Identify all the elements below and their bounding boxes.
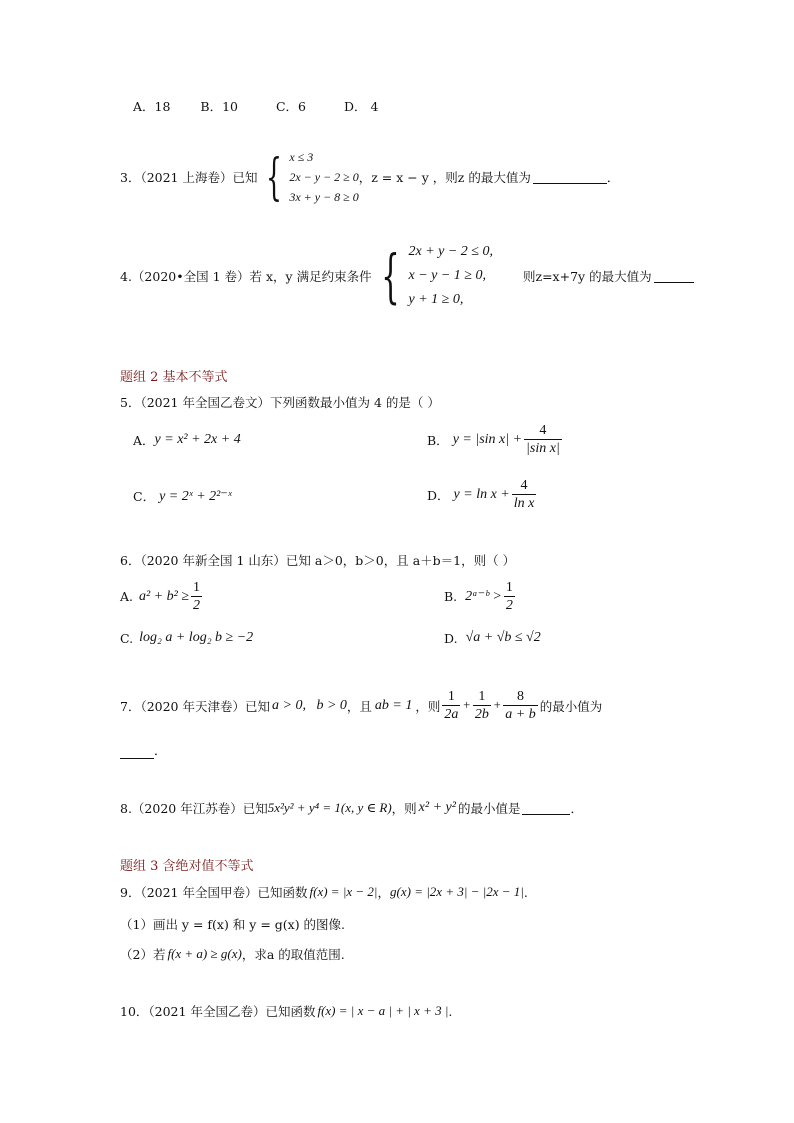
q5-c-expression: y = 2ˣ + 2²⁻ˣ	[159, 488, 232, 504]
option-label: B．	[427, 432, 449, 448]
q9-stem	[120, 883, 528, 901]
q6-a-expression: a² + b² ≥	[139, 588, 190, 604]
q9-g-definition: g(x) = |2x + 3| − |2x − 1|	[390, 884, 524, 899]
q3-end: ．	[606, 170, 620, 185]
q7-end: ．	[154, 743, 167, 758]
question-10	[120, 1002, 452, 1020]
q3-constraint-system	[258, 147, 359, 207]
q6-option-a	[120, 579, 204, 614]
left-brace-icon: {	[265, 148, 282, 206]
plus-sign: +	[492, 698, 502, 712]
section-heading-group-2: 题组 2 基本不等式	[120, 370, 228, 385]
q4-constraint: y + 1 ≥ 0,	[408, 292, 464, 307]
q5-a-expression: y = x² + 2x + 4	[154, 432, 241, 447]
q5-option-b	[427, 422, 564, 457]
q5-b-expression: y = |sin x| +	[452, 431, 523, 447]
q6-d-expression: √a + √b ≤ √2	[465, 630, 541, 645]
question-3	[120, 147, 619, 207]
option-label: A．	[133, 433, 155, 448]
q6-option-b	[444, 579, 517, 614]
q6-a-fraction	[191, 579, 202, 614]
fraction-denominator: 2	[193, 598, 201, 613]
q7-fraction-3	[503, 688, 537, 723]
q8-suffix: 的最小值是	[457, 801, 521, 816]
q7-answer-blank	[120, 746, 154, 759]
q8-prefix: 8.（2020 年江苏卷）已知	[120, 801, 268, 816]
q7-fraction-1	[442, 688, 460, 723]
q7-answer-line	[120, 741, 167, 759]
fraction-denominator: a + b	[505, 707, 536, 722]
q10-end: .	[448, 1003, 453, 1019]
fraction-numerator: 1	[193, 580, 201, 595]
q6-b-expression: 2ᵃ⁻ᵇ >	[465, 589, 502, 604]
q8-mid: ，则	[391, 801, 417, 816]
q4-suffix: 则z=x+7y 的最大值为	[523, 269, 652, 284]
q4-constraint: x − y − 1 ≥ 0,	[408, 268, 486, 283]
fraction-denominator: 2a	[444, 707, 459, 722]
q9-part-1: （1）画出 y = f(x) 和 y = g(x) 的图像.	[120, 917, 346, 932]
fraction-denominator: 2b	[474, 707, 489, 722]
q2-option-b: B．10	[200, 99, 238, 114]
fraction-numerator: 1	[478, 689, 486, 704]
q4-prefix: 4.（2020•全国 1 卷）若 x，y 满足约束条件	[120, 269, 372, 284]
q5-stem: 5．（2021 年全国乙卷文）下列函数最小值为 4 的是（ ）	[120, 395, 440, 410]
q5-option-a	[133, 431, 241, 449]
option-label: C.	[120, 630, 134, 646]
q4-constraint-system	[372, 240, 493, 312]
q8-expression: 5x²y² + y⁴ = 1(x, y ∈ R)	[267, 800, 392, 815]
q6-option-d	[444, 630, 541, 646]
q6-option-c	[120, 630, 253, 646]
q7-suffix: 的最小值为	[539, 698, 603, 714]
q7-prefix: 7．（2020 年天津卷）已知	[120, 698, 270, 714]
q5-option-c	[133, 487, 232, 505]
q4-constraint: 2x + y − 2 ≤ 0,	[408, 244, 493, 259]
question-8	[120, 799, 583, 817]
q3-constraint: x ≤ 3	[289, 150, 314, 164]
q9-part-2-suffix: ，求a 的取值范围.	[241, 947, 345, 962]
q2-options	[133, 97, 378, 115]
q2-option-d: D． 4	[343, 99, 379, 114]
fraction-numerator: 4	[539, 423, 547, 438]
q5-b-fraction	[524, 422, 562, 457]
q3-answer-blank	[533, 171, 607, 184]
q9-f-definition: f(x) = |x − 2|	[309, 884, 378, 899]
fraction-numerator: 4	[520, 478, 528, 493]
left-brace-icon: {	[380, 242, 400, 310]
q7-mid: ，且	[346, 698, 372, 714]
q9-separator: ，	[377, 885, 391, 900]
q10-prefix: 10．（2021 年全国乙卷）已知函数	[120, 1004, 316, 1019]
q2-option-a: A．18	[133, 99, 171, 114]
q7-fraction-2	[473, 688, 491, 723]
fraction-numerator: 1	[447, 689, 455, 704]
fraction-denominator: ln x	[513, 496, 535, 511]
q7-condition: a > 0, b > 0	[272, 697, 347, 713]
q8-end: ．	[570, 801, 583, 816]
q6-b-fraction	[504, 579, 515, 614]
q3-constraint: 2x − y − 2 ≥ 0	[289, 170, 359, 184]
option-label: C．	[133, 489, 156, 504]
q9-prefix: 9．（2021 年全国甲卷）已知函数	[120, 885, 308, 900]
q9-end: .	[523, 884, 528, 900]
fraction-numerator: 8	[516, 689, 524, 704]
q5-d-expression: y = ln x +	[453, 486, 510, 502]
fraction-denominator: |sin x|	[526, 441, 560, 456]
q2-option-c: C．6	[275, 99, 306, 114]
plus-sign: +	[462, 698, 471, 712]
q6-stem: 6．（2020 年新全国 1 山东）已知 a＞0，b＞0，且 a＋b＝1，则（ ）	[120, 553, 516, 568]
fraction-denominator: 2	[505, 598, 513, 613]
q7-mid-2: ，则	[415, 698, 441, 714]
question-4	[120, 240, 694, 312]
q5-d-fraction	[512, 477, 537, 512]
q7-condition-2: ab = 1	[374, 697, 413, 713]
q9-part-2	[120, 945, 345, 963]
fraction-numerator: 1	[505, 580, 513, 595]
q4-answer-blank	[654, 270, 694, 283]
question-7	[120, 688, 602, 723]
q9-part-2-expression: f(x + a) ≥ g(x)	[167, 946, 242, 961]
q5-option-d	[427, 477, 538, 512]
q8-expression-2: x² + y²	[418, 800, 456, 815]
q6-c-expression: log₂ a + log₂ b ≥ −2	[139, 630, 254, 645]
q9-part-2-prefix: （2）若	[120, 947, 166, 962]
q3-prefix: 3．（2021 上海卷）已知	[120, 170, 258, 185]
option-label: D.	[444, 630, 458, 646]
option-label: B.	[444, 589, 458, 604]
option-label: D．	[427, 487, 450, 503]
q3-suffix: ，z = x − y ，则z 的最大值为	[358, 170, 531, 185]
q10-expression: f(x) = | x − a | + | x + 3 |	[317, 1003, 449, 1018]
q8-answer-blank	[522, 802, 570, 815]
option-label: A.	[120, 589, 134, 604]
section-heading-group-3: 题组 3 含绝对值不等式	[120, 859, 254, 874]
q3-constraint: 3x + y − 8 ≥ 0	[289, 190, 359, 204]
